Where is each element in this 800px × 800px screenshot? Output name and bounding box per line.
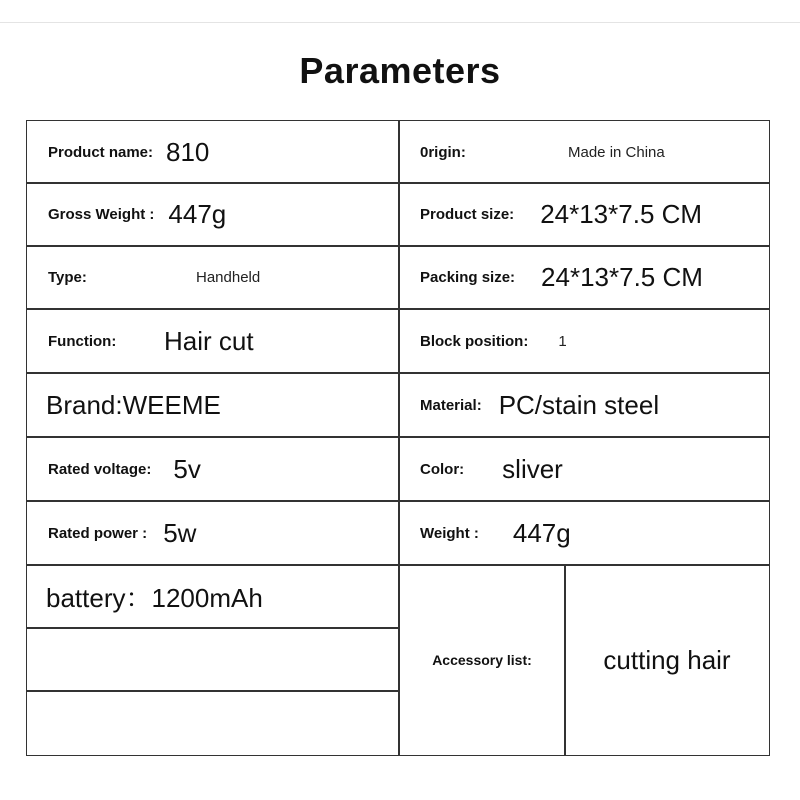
blank-cell-1 bbox=[26, 627, 400, 692]
material-value: PC/stain steel bbox=[498, 389, 660, 420]
gross-weight-label: Gross Weight : bbox=[48, 206, 155, 223]
block-position-cell bbox=[398, 308, 770, 374]
rated-voltage-cell bbox=[26, 436, 400, 502]
block-position-label: Block position: bbox=[420, 332, 529, 350]
accessory-label: Accessory list: bbox=[432, 652, 532, 668]
function-cell bbox=[26, 308, 400, 374]
brand-text: Brand:WEEME bbox=[46, 389, 221, 420]
product-name-label: Product name: bbox=[48, 143, 154, 161]
function-value: Hair cut bbox=[164, 325, 254, 356]
accessory-value-cell bbox=[564, 564, 770, 756]
brand-cell bbox=[26, 372, 400, 438]
rated-voltage-label: Rated voltage: bbox=[48, 460, 152, 478]
type-value: Handheld bbox=[196, 269, 261, 286]
battery-text: battery：1200mAh bbox=[46, 583, 263, 613]
color-label: Color: bbox=[420, 460, 465, 478]
block-position-value: 1 bbox=[558, 332, 567, 350]
battery-cell bbox=[26, 564, 400, 629]
rated-power-label: Rated power : bbox=[48, 524, 148, 542]
packing-size-value: 24*13*7.5 CM bbox=[541, 262, 703, 292]
color-cell bbox=[398, 436, 770, 502]
product-size-label: Product size: bbox=[420, 206, 515, 223]
type-cell bbox=[26, 245, 400, 310]
product-name-value: 810 bbox=[166, 136, 210, 167]
origin-label: 0rigin: bbox=[420, 143, 466, 161]
page-title: Parameters bbox=[299, 50, 501, 91]
type-label: Type: bbox=[48, 269, 87, 286]
top-divider bbox=[0, 22, 800, 23]
origin-value: Made in China bbox=[568, 143, 665, 161]
weight-cell bbox=[398, 500, 770, 566]
packing-size-label: Packing size: bbox=[420, 269, 516, 286]
gross-weight-cell bbox=[26, 182, 400, 247]
function-label: Function: bbox=[48, 332, 117, 350]
product-size-cell bbox=[398, 182, 770, 247]
blank-cell-2 bbox=[26, 690, 400, 756]
weight-label: Weight : bbox=[420, 524, 479, 542]
accessory-value: cutting hair bbox=[603, 644, 731, 675]
rated-power-value: 5w bbox=[163, 517, 197, 548]
rated-power-cell bbox=[26, 500, 400, 566]
origin-cell bbox=[398, 120, 770, 184]
rated-voltage-value: 5v bbox=[173, 453, 201, 484]
material-cell bbox=[398, 372, 770, 438]
product-size-value: 24*13*7.5 CM bbox=[540, 199, 703, 229]
product-name-cell bbox=[26, 120, 400, 184]
material-label: Material: bbox=[420, 396, 482, 414]
weight-value: 447g bbox=[512, 517, 571, 548]
gross-weight-value: 447g bbox=[168, 199, 227, 229]
accessory-label-cell bbox=[398, 564, 566, 756]
packing-size-cell bbox=[398, 245, 770, 310]
color-value: sliver bbox=[502, 453, 563, 484]
